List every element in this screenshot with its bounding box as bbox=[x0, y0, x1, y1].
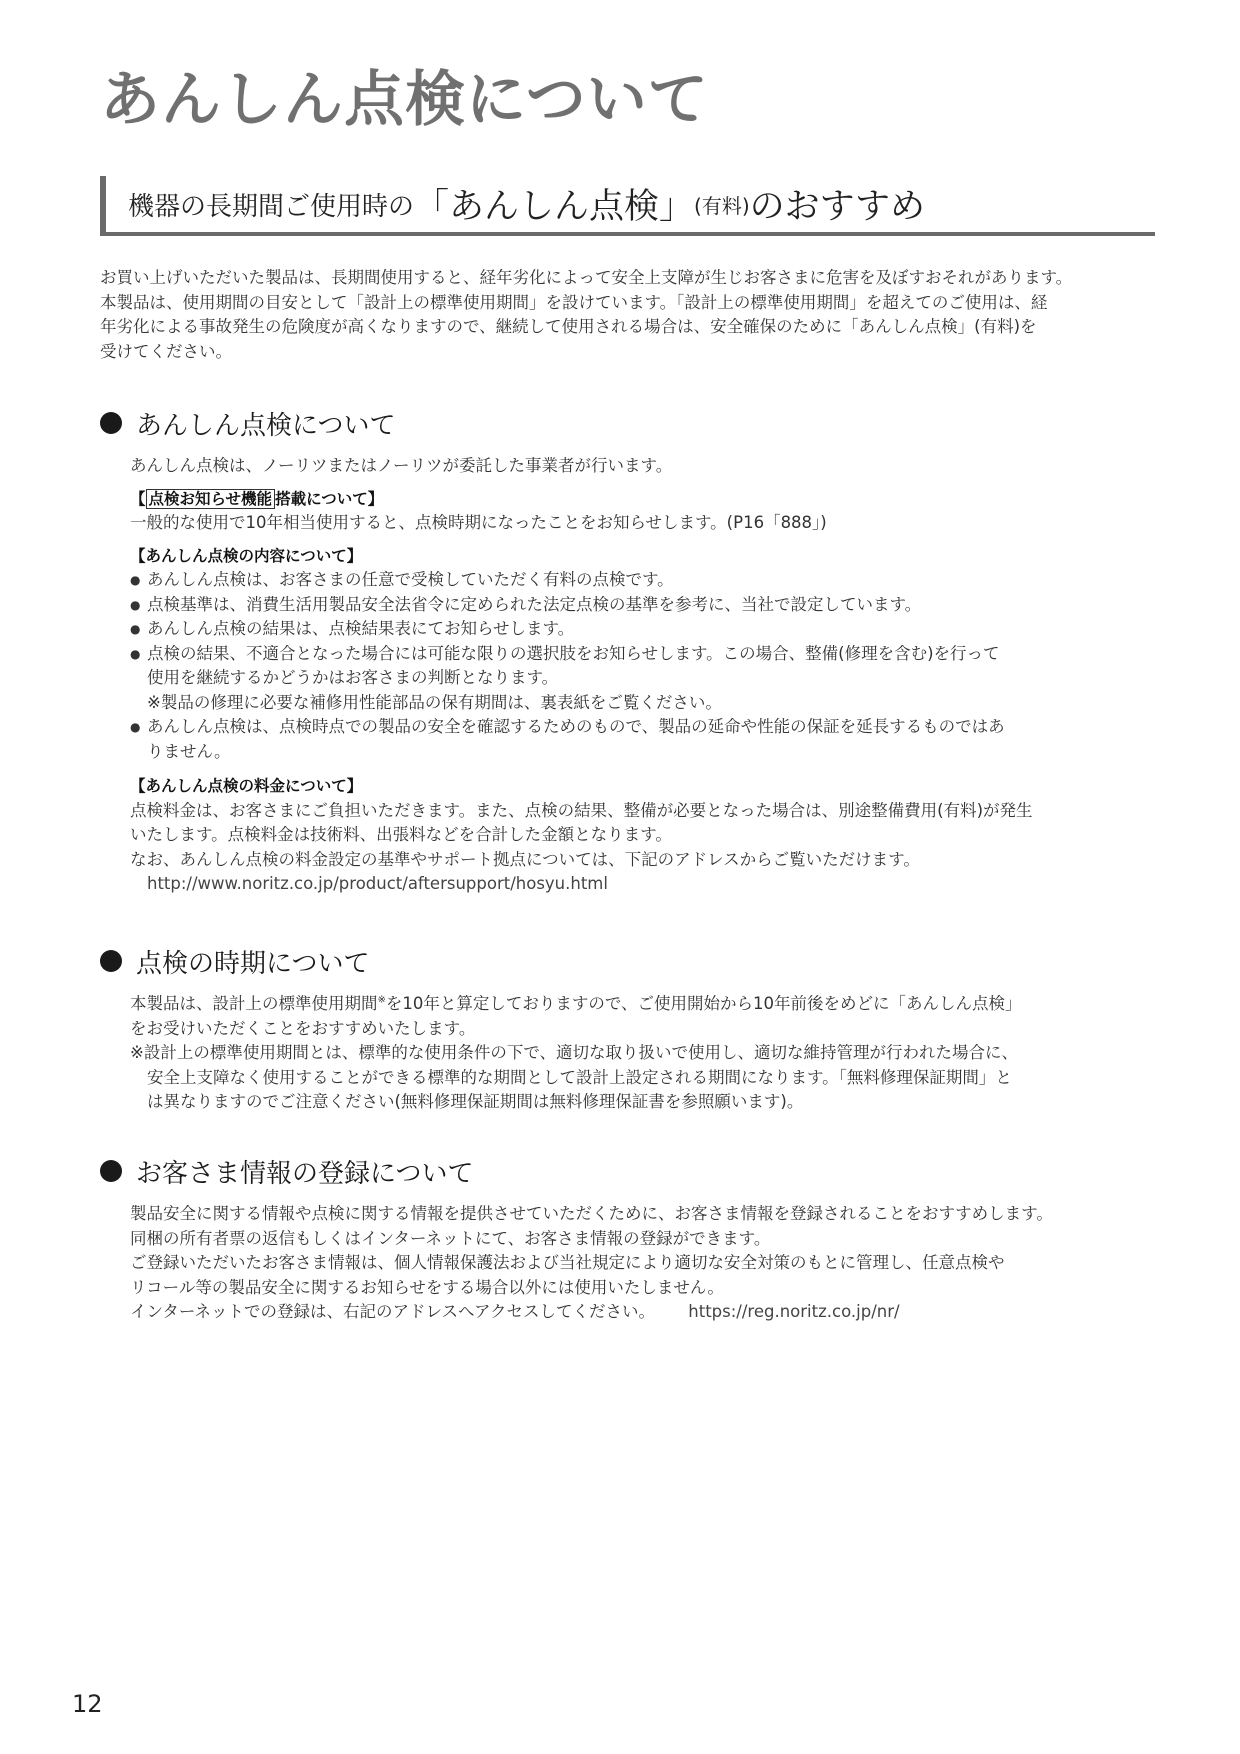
bullet-dot: ● bbox=[130, 646, 141, 661]
timing-body bbox=[130, 992, 1160, 1115]
registration-heading-text: お客さま情報の登録について bbox=[136, 1158, 474, 1189]
about-heading bbox=[100, 406, 1160, 440]
registration-line bbox=[130, 1300, 1160, 1325]
intro-line: お買い上げいただいた製品は、長期間使用すると、経年劣化によって安全上支障が生じお客さまに危害を及ぼすおそれがあります。 bbox=[100, 268, 1073, 287]
section-header bbox=[100, 176, 1155, 236]
bullet-dot: ● bbox=[130, 622, 141, 636]
intro-line: 年劣化による事故発生の危険度が高くなりますので、継続して使用される場合は、安全確保のために「あんしん点検」(有料)を bbox=[100, 317, 1037, 336]
registration-line: ご登録いただいたお客さま情報は、個人情報保護法および当社規定により適切な安全対策のもとに管理し、任意点検や bbox=[130, 1253, 1005, 1272]
registration-heading bbox=[100, 1154, 1160, 1188]
list-item bbox=[130, 593, 1160, 618]
section-header-part4: のおすすめ bbox=[749, 187, 925, 227]
black-circle-icon bbox=[100, 950, 122, 972]
page-title: あんしん点検について bbox=[100, 65, 709, 135]
registration-line: リコール等の製品安全に関するお知らせをする場合以外には使用いたしません。 bbox=[130, 1277, 724, 1297]
registration-section bbox=[100, 1154, 1160, 1325]
bullet-dot: ● bbox=[130, 573, 141, 587]
timing-heading-text: 点検の時期について bbox=[136, 948, 370, 979]
list-item-text: 点検の結果、不適合となった場合には可能な限りの選択肢をお知らせします。この場合、整備(修理を含む)を行って bbox=[147, 643, 1000, 663]
notify-text: 一般的な使用で10年相当使用すると、点検時期になったことをお知らせします。(P16「888」) bbox=[130, 513, 827, 532]
bullet-dot: ● bbox=[130, 597, 141, 612]
timing-section bbox=[100, 944, 1160, 1115]
timing-line: をお受けいただくことをおすすめいたします。 bbox=[130, 1018, 476, 1038]
section-header-part2: 「あんしん点検」 bbox=[414, 187, 695, 227]
list-item-note: ※製品の修理に必要な補修用性能部品の保有期間は、裏表紙をご覧ください。 bbox=[147, 692, 722, 712]
about-lead: あんしん点検は、ノーリツまたはノーリツが委託した事業者が行います。 bbox=[130, 456, 673, 475]
intro-paragraph bbox=[100, 266, 1160, 364]
bullet-dot: ● bbox=[130, 720, 141, 734]
notify-bracket: 【 bbox=[130, 489, 146, 508]
registration-body bbox=[130, 1202, 1160, 1325]
about-body bbox=[130, 454, 1160, 897]
timing-line bbox=[130, 992, 1160, 1017]
list-item bbox=[130, 642, 1160, 667]
fee-line: いたします。点検料金は技術料、出張料などを合計した金額となります。 bbox=[130, 825, 672, 844]
section-header-part1: 機器の長期間ご使用時の bbox=[128, 191, 415, 222]
registration-line: 製品安全に関する情報や点検に関する情報を提供させていただくために、お客さま情報を登録されることをおすすめします。 bbox=[130, 1204, 1053, 1223]
list-item-text: あんしん点検は、お客さまの任意で受検していただく有料の点検です。 bbox=[147, 570, 674, 589]
section-header-part3: (有料) bbox=[694, 193, 750, 218]
fee-line: なお、あんしん点検の料金設定の基準やサポート拠点については、下記のアドレスからご覧いただけます。 bbox=[130, 849, 920, 869]
list-item-text: 点検基準は、消費生活用製品安全法省令に定められた法定点検の基準を参考に、当社で設定しています。 bbox=[147, 594, 922, 614]
list-item bbox=[130, 715, 1160, 740]
footnote-mark: ※ bbox=[377, 994, 386, 1006]
notify-heading bbox=[130, 487, 1160, 512]
list-item-text: あんしん点検の結果は、点検結果表にてお知らせします。 bbox=[147, 619, 575, 638]
intro-line: 受けてください。 bbox=[100, 341, 232, 361]
registration-line: 同梱の所有者票の返信もしくはインターネットにて、お客さま情報の登録ができます。 bbox=[130, 1228, 771, 1248]
list-item-continuation: 使用を継続するかどうかはお客さまの判断となります。 bbox=[147, 668, 559, 687]
black-circle-icon bbox=[100, 1160, 122, 1182]
timing-line-part: 本製品は、設計上の標準使用期間 bbox=[130, 994, 378, 1013]
list-item bbox=[130, 617, 1160, 642]
about-section bbox=[100, 406, 1160, 897]
registration-url-link[interactable]: https://reg.noritz.co.jp/nr/ bbox=[688, 1302, 900, 1321]
fee-url-link[interactable]: http://www.noritz.co.jp/product/aftersupport/hosyu.html bbox=[147, 874, 608, 893]
about-heading-text: あんしん点検について bbox=[136, 410, 396, 441]
timing-heading bbox=[100, 944, 1160, 978]
notify-heading-rest: 搭載について】 bbox=[275, 489, 384, 508]
content-heading: 【あんしん点検の内容について】 bbox=[130, 546, 363, 565]
timing-note: 安全上支障なく使用することができる標準的な期間として設計上設定される期間になります。「無料修理保証期間」と bbox=[147, 1067, 1012, 1087]
timing-line-part: を10年と算定しておりますので、ご使用開始から10年前後をめどに「あんしん点検」 bbox=[385, 994, 1022, 1013]
fee-heading: 【あんしん点検の料金について】 bbox=[130, 777, 363, 795]
black-circle-icon bbox=[100, 412, 122, 434]
page-number: 12 bbox=[72, 1690, 103, 1718]
intro-line: 本製品は、使用期間の目安として「設計上の標準使用期間」を設けています。「設計上の標準使用期間」を超えてのご使用は、経 bbox=[100, 292, 1048, 312]
fee-line: 点検料金は、お客さまにご負担いただきます。また、点検の結果、整備が必要となった場合は、別途整備費用(有料)が発生 bbox=[130, 800, 1033, 820]
registration-last-line: インターネットでの登録は、右記のアドレスへアクセスしてください。 bbox=[130, 1302, 656, 1321]
notify-boxed-label: 点検お知らせ機能 bbox=[146, 489, 276, 509]
list-item bbox=[130, 568, 1160, 593]
timing-note: ※設計上の標準使用期間とは、標準的な使用条件の下で、適切な取り扱いで使用し、適切な維持管理が行われた場合に、 bbox=[130, 1043, 1018, 1062]
list-item-text: あんしん点検は、点検時点での製品の安全を確認するためのもので、製品の延命や性能の保証を延長するものではあ bbox=[147, 717, 1005, 736]
timing-note: は異なりますのでご注意ください(無料修理保証期間は無料修理保証書を参照願います)。 bbox=[147, 1092, 804, 1111]
list-item-continuation: りません。 bbox=[147, 741, 231, 761]
